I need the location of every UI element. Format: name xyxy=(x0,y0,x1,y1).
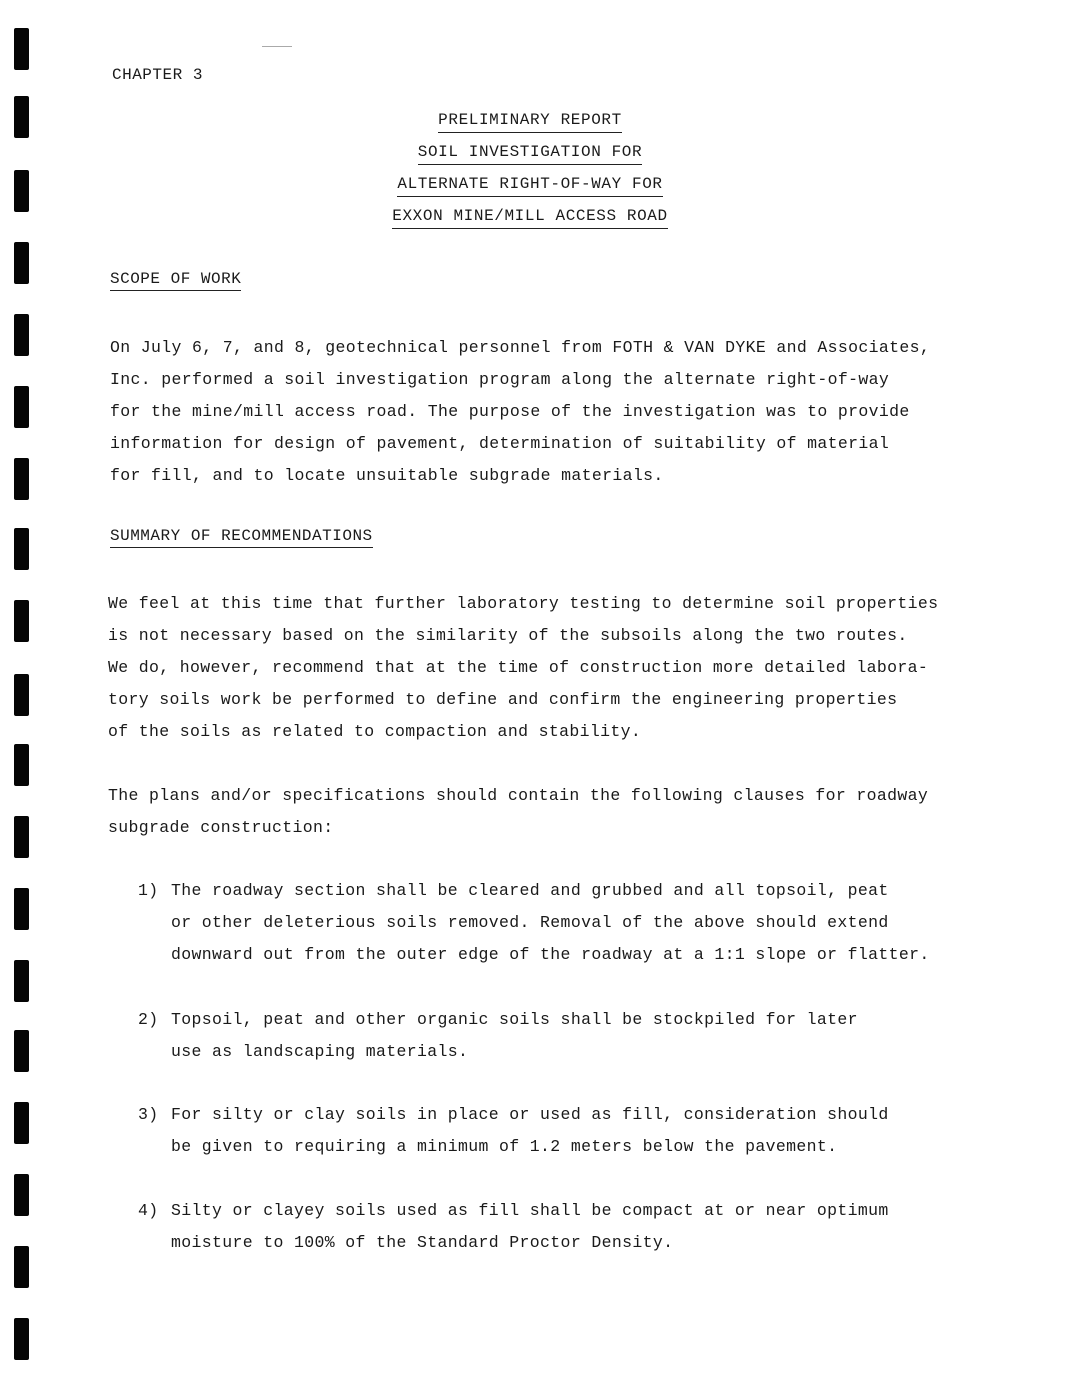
scan-speck xyxy=(262,46,292,47)
binding-hole-mark xyxy=(14,528,29,570)
binding-hole-mark xyxy=(14,96,29,138)
text-line: tory soils work be performed to define and confirm the engineering properties xyxy=(108,690,898,709)
binding-hole-mark xyxy=(14,744,29,786)
title-line: ALTERNATE RIGHT-OF-WAY FOR xyxy=(397,174,662,197)
binding-hole-mark xyxy=(14,1246,29,1288)
binding-hole-mark xyxy=(14,1102,29,1144)
summary-paragraph xyxy=(108,588,1008,748)
title-line: EXXON MINE/MILL ACCESS ROAD xyxy=(392,206,667,229)
binding-hole-mark xyxy=(14,600,29,642)
chapter-label: CHAPTER 3 xyxy=(112,66,203,84)
binding-hole-mark xyxy=(14,1174,29,1216)
binding-hole-mark xyxy=(14,28,29,70)
clause-item xyxy=(138,875,1018,971)
binding-hole-mark xyxy=(14,888,29,930)
text-line: be given to requiring a minimum of 1.2 meters below the pavement. xyxy=(171,1137,838,1156)
clause-number: 1) xyxy=(138,881,159,900)
binding-holes xyxy=(14,28,30,1368)
binding-hole-mark xyxy=(14,170,29,212)
scope-paragraph xyxy=(110,332,1010,492)
clause-number: 2) xyxy=(138,1010,159,1029)
binding-hole-mark xyxy=(14,314,29,356)
binding-hole-mark xyxy=(14,674,29,716)
text-line: use as landscaping materials. xyxy=(171,1042,469,1061)
text-line: We feel at this time that further laboratory testing to determine soil properties xyxy=(108,594,939,613)
binding-hole-mark xyxy=(14,458,29,500)
title-line: SOIL INVESTIGATION FOR xyxy=(418,142,642,165)
binding-hole-mark xyxy=(14,1030,29,1072)
text-line: of the soils as related to compaction and stability. xyxy=(108,722,642,741)
binding-hole-mark xyxy=(14,242,29,284)
text-line: The roadway section shall be cleared and grubbed and all topsoil, peat xyxy=(171,881,889,900)
binding-hole-mark xyxy=(14,386,29,428)
clause-number: 4) xyxy=(138,1201,159,1220)
text-line: Inc. performed a soil investigation program along the alternate right-of-way xyxy=(110,370,890,389)
clause-item xyxy=(138,1004,1018,1068)
text-line: moisture to 100% of the Standard Proctor Density. xyxy=(171,1233,674,1252)
text-line: for the mine/mill access road. The purpose of the investigation was to provide xyxy=(110,402,910,421)
text-line: The plans and/or specifications should contain the following clauses for roadway xyxy=(108,786,929,805)
text-line: We do, however, recommend that at the time of construction more detailed labora- xyxy=(108,658,929,677)
text-line: For silty or clay soils in place or used as fill, consideration should xyxy=(171,1105,889,1124)
text-line: On July 6, 7, and 8, geotechnical personnel from FOTH & VAN DYKE and Associates, xyxy=(110,338,931,357)
clause-number: 3) xyxy=(138,1105,159,1124)
text-line: downward out from the outer edge of the roadway at a 1:1 slope or flatter. xyxy=(171,945,930,964)
binding-hole-mark xyxy=(14,960,29,1002)
text-line: Topsoil, peat and other organic soils shall be stockpiled for later xyxy=(171,1010,858,1029)
clause-item xyxy=(138,1195,1018,1259)
clause-item xyxy=(138,1099,1018,1163)
clauses-intro-paragraph xyxy=(108,780,1008,844)
binding-hole-mark xyxy=(14,1318,29,1360)
text-line: is not necessary based on the similarity of the subsoils along the two routes. xyxy=(108,626,908,645)
text-line: for fill, and to locate unsuitable subgrade materials. xyxy=(110,466,664,485)
title-line: PRELIMINARY REPORT xyxy=(438,110,622,133)
text-line: or other deleterious soils removed. Removal of the above should extend xyxy=(171,913,889,932)
report-title xyxy=(330,110,730,238)
text-line: subgrade construction: xyxy=(108,818,334,837)
text-line: Silty or clayey soils used as fill shall be compact at or near optimum xyxy=(171,1201,889,1220)
text-line: information for design of pavement, determination of suitability of material xyxy=(110,434,890,453)
binding-hole-mark xyxy=(14,816,29,858)
summary-heading: SUMMARY OF RECOMMENDATIONS xyxy=(110,527,373,548)
scope-heading: SCOPE OF WORK xyxy=(110,270,241,291)
